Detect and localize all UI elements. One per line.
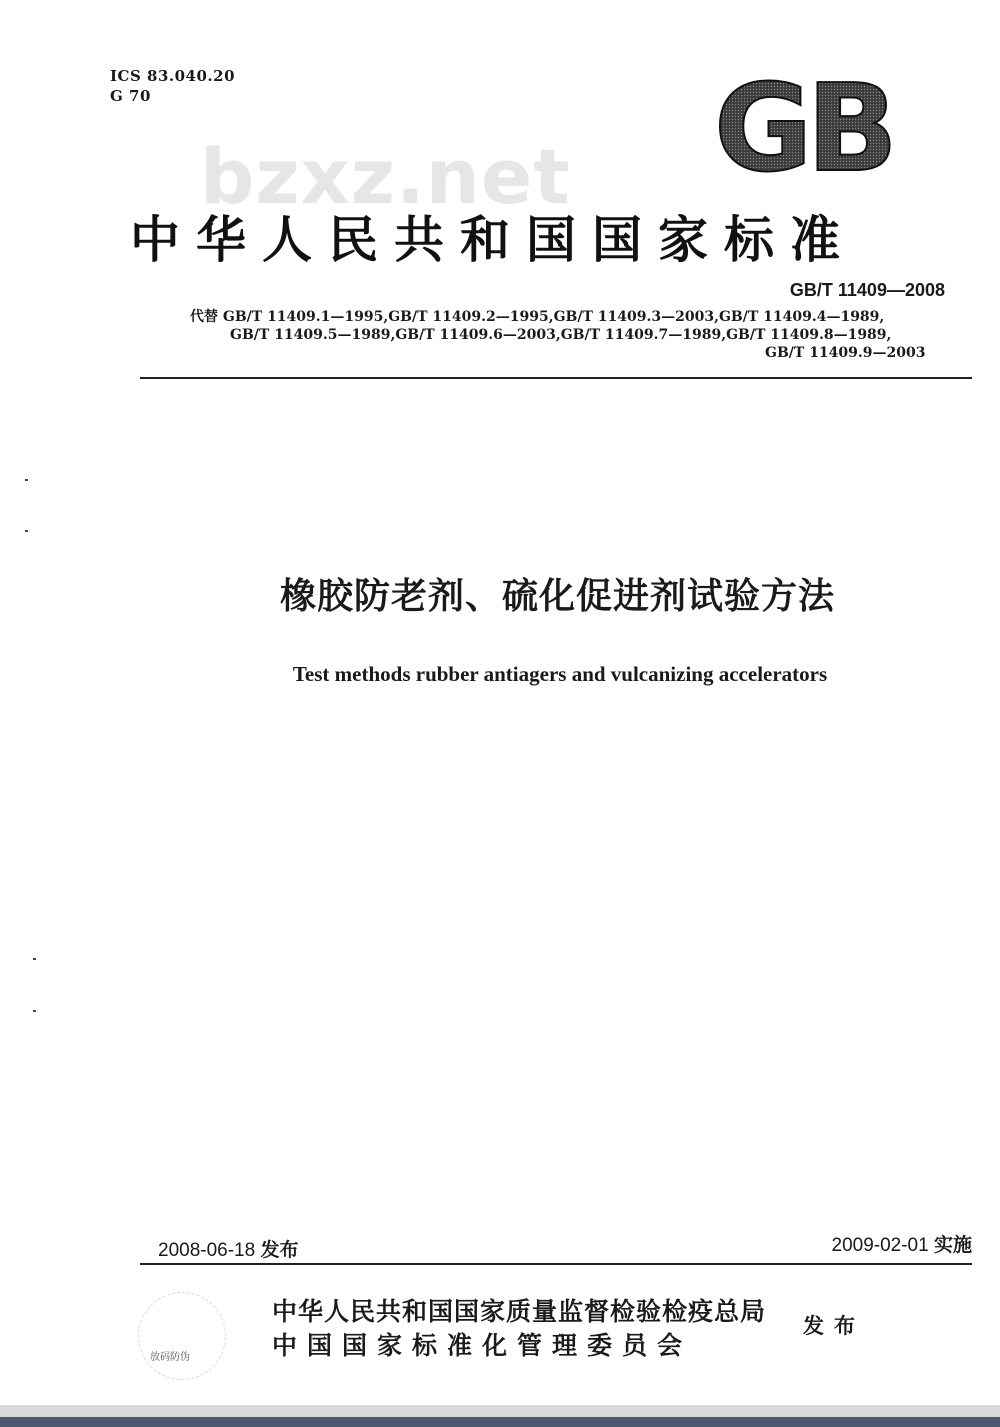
replaces-label: 代替 <box>190 309 218 325</box>
standard-number: GB/T 11409—2008 <box>789 280 945 300</box>
gb-logo-text: GB <box>714 70 892 180</box>
issue-date-value: 2008-06-18 <box>158 1240 256 1261</box>
bottom-divider <box>140 1263 972 1265</box>
replaces-line-1 <box>190 308 884 326</box>
issue-date <box>158 1235 299 1262</box>
publish-label: 发布 <box>803 1314 865 1338</box>
issuing-agency-2: 中国国家标准化管理委员会 <box>272 1331 693 1360</box>
scan-mark <box>33 1010 36 1012</box>
scan-mark <box>25 479 28 481</box>
scan-mark <box>25 530 28 532</box>
document-title-zh: 橡胶防老剂、硫化促进剂试验方法 <box>279 576 835 617</box>
seal-text: 放码防伪 <box>150 1352 190 1363</box>
top-divider <box>140 377 972 379</box>
replaces-list-1: GB/T 11409.1—1995,GB/T 11409.2—1995,GB/T 11409.3—2003,GB/T 11409.4—1989, <box>222 309 885 325</box>
replaces-line-2: GB/T 11409.5—1989,GB/T 11409.6—2003,GB/T 11409.7—1989,GB/T 11409.8—1989, <box>230 327 892 343</box>
issue-date-label: 发布 <box>260 1239 299 1261</box>
effective-date-label: 实施 <box>933 1234 972 1256</box>
scan-edge-bar <box>0 1417 1000 1427</box>
gb-logo <box>710 70 920 180</box>
watermark: bzxz.net <box>200 132 571 221</box>
document-title-en: Test methods rubber antiagers and vulcanizing accelerators <box>292 662 828 686</box>
scan-mark <box>33 958 36 960</box>
issuing-agency-1: 中华人民共和国国家质量监督检验检疫总局 <box>272 1297 767 1326</box>
national-standard-title: 中华人民共和国国家标准 <box>130 211 856 269</box>
classification-codes <box>110 66 235 106</box>
replaces-line-3: GB/T 11409.9—2003 <box>765 345 926 361</box>
scan-bottom-edge <box>0 1405 1000 1427</box>
effective-date <box>832 1230 973 1257</box>
effective-date-value: 2009-02-01 <box>831 1235 929 1256</box>
ics-code: ICS 83.040.20 <box>110 67 236 85</box>
ccs-code: G 70 <box>110 87 151 105</box>
anti-counterfeit-seal <box>138 1292 226 1380</box>
